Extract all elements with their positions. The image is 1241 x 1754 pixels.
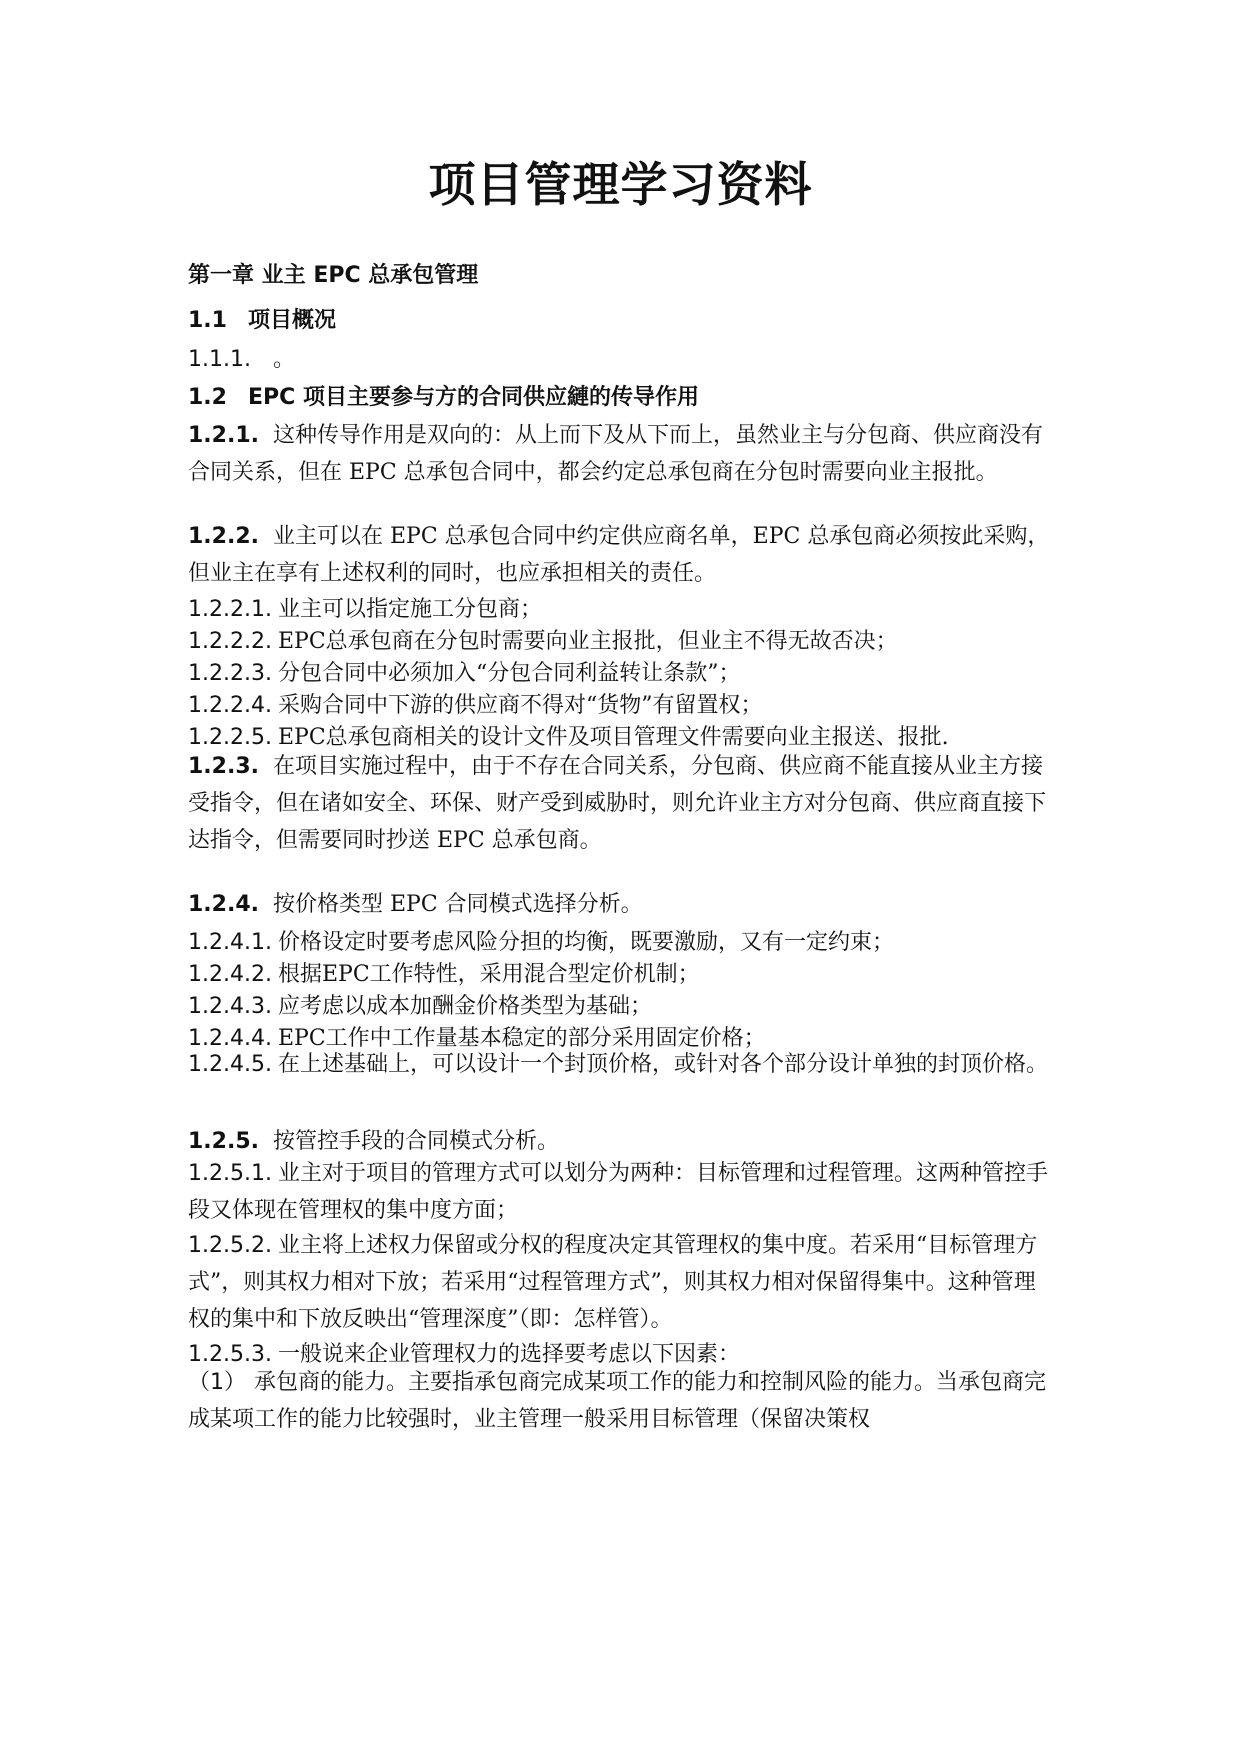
list-item-1-2-2-2 [188, 624, 1050, 655]
section-title: 项目概况 [248, 308, 337, 333]
paragraph-text: 业主可以在 EPC 总承包合同中约定供应商名单，EPC 总承包商必须按此采购，但业主在享有上述权利的同时，也应承担相关的责任。 [188, 524, 1050, 586]
item-number: 1.2.2.2. [188, 629, 272, 654]
list-item-1-2-4-2 [188, 957, 1050, 988]
paragraph-number: 1.2.5. [188, 1129, 259, 1154]
paragraph-1-2-4 [188, 887, 1050, 918]
list-item-1-2-2-4 [188, 688, 1050, 719]
item-number: 1.2.4.3. [188, 994, 272, 1019]
item-number: 1.2.4.1. [188, 930, 272, 955]
paragraph-number: 1.2.3. [188, 754, 259, 779]
list-item-1-2-5-2 [188, 1227, 1050, 1338]
list-item-1-2-5-1 [188, 1155, 1050, 1229]
item-text: 一般说来企业管理权力的选择要考虑以下因素： [277, 1342, 740, 1367]
paragraph-1-2-5 [188, 1124, 1050, 1155]
paragraph-text: 按价格类型 EPC 合同模式选择分析。 [273, 892, 643, 917]
list-item-1-2-4-1 [188, 925, 1050, 956]
subsection-number: 1.1.1. [188, 347, 251, 372]
section-heading-1-1 [188, 303, 1050, 334]
section-number: 1.2 [188, 385, 227, 410]
paragraph-text: 按管控手段的合同模式分析。 [273, 1129, 560, 1154]
item-number: 1.2.2.5. [188, 725, 272, 750]
section-title: EPC 项目主要参与方的合同供应縺的传导作用 [248, 385, 699, 410]
item-number: 1.2.5.3. [188, 1342, 272, 1367]
item-text: EPC工作中工作量基本稳定的部分采用固定价格； [277, 1026, 766, 1051]
paragraph-number: 1.2.2. [188, 524, 259, 549]
item-text: 在上述基础上，可以设计一个封顶价格，或针对各个部分设计单独的封顶价格。 [277, 1052, 1048, 1077]
item-text: 应考虑以成本加酬金价格类型为基础； [277, 994, 652, 1019]
subsection-text: 。 [273, 347, 296, 372]
document-title: 项目管理学习资料 [428, 158, 813, 213]
paragraph-marker: （1） [188, 1370, 246, 1395]
item-number: 1.2.4.4. [188, 1026, 272, 1051]
item-text: 业主可以指定施工分包商； [277, 597, 542, 622]
item-text: 分包合同中必须加入“分包合同利益转让条款”； [277, 661, 741, 686]
list-item-1-2-4-5 [188, 1046, 1050, 1083]
list-item-1-2-2-5 [188, 720, 1050, 751]
item-text: EPC总承包商相关的设计文件及项目管理文件需要向业主报送、报批. [277, 725, 949, 750]
item-number: 1.2.2.3. [188, 661, 272, 686]
item-number: 1.2.5.2. [188, 1233, 272, 1258]
item-text: 采购合同中下游的供应商不得对“货物”有留置权； [277, 693, 763, 718]
paragraph-item-1 [188, 1364, 1050, 1438]
item-number: 1.2.2.4. [188, 693, 272, 718]
item-text: 业主对于项目的管理方式可以划分为两种：目标管理和过程管理。这两种管控手段又体现在管理权的集中度方面； [188, 1161, 1048, 1223]
list-item-1-2-2-3 [188, 656, 1050, 687]
item-number: 1.2.2.1. [188, 597, 272, 622]
paragraph-1-2-2 [188, 518, 1050, 592]
item-text: EPC总承包商在分包时需要向业主报批，但业主不得无故否决； [277, 629, 898, 654]
item-text: 价格设定时要考虑风险分担的均衡，既要激励，又有一定约束； [277, 930, 894, 955]
section-heading-1-2 [188, 380, 1050, 411]
chapter-heading: 第一章 业主 EPC 总承包管理 [188, 263, 479, 288]
item-number: 1.2.4.2. [188, 962, 272, 987]
section-number: 1.1 [188, 308, 227, 333]
list-item-1-2-2-1 [188, 592, 1050, 623]
paragraph-number: 1.2.1. [188, 423, 259, 448]
subsection-1-1-1 [188, 342, 1050, 373]
paragraph-number: 1.2.4. [188, 892, 259, 917]
paragraph-text: 这种传导作用是双向的：从上而下及从下而上，虽然业主与分包商、供应商没有合同关系，但在 EPC 总承包合同中，都会约定总承包商在分包时需要向业主报批。 [188, 423, 1044, 485]
item-number: 1.2.4.5. [188, 1052, 272, 1077]
item-text: 业主将上述权力保留或分权的程度决定其管理权的集中度。若采用“目标管理方式”，则其权力相对下放；若采用“过程管理方式”，则其权力相对保留得集中。这种管理权的集中和下放反映出“管理深度”（即：怎样管）。 [188, 1233, 1038, 1332]
list-item-1-2-4-3 [188, 989, 1050, 1020]
paragraph-1-2-3 [188, 748, 1050, 859]
paragraph-text: 承包商的能力。主要指承包商完成某项工作的能力和控制风险的能力。当承包商完成某项工作的能力比较强时，业主管理一般采用目标管理（保留决策权 [188, 1370, 1047, 1432]
paragraph-1-2-1 [188, 417, 1050, 491]
item-number: 1.2.5.1. [188, 1161, 272, 1186]
paragraph-text: 在项目实施过程中，由于不存在合同关系，分包商、供应商不能直接从业主方接受指令，但在诸如安全、环保、财产受到威胁时，则允许业主方对分包商、供应商直接下达指令，但需要同时抄送 EPC 总承包商。 [188, 754, 1047, 853]
item-text: 根据EPC工作特性，采用混合型定价机制； [277, 962, 700, 987]
